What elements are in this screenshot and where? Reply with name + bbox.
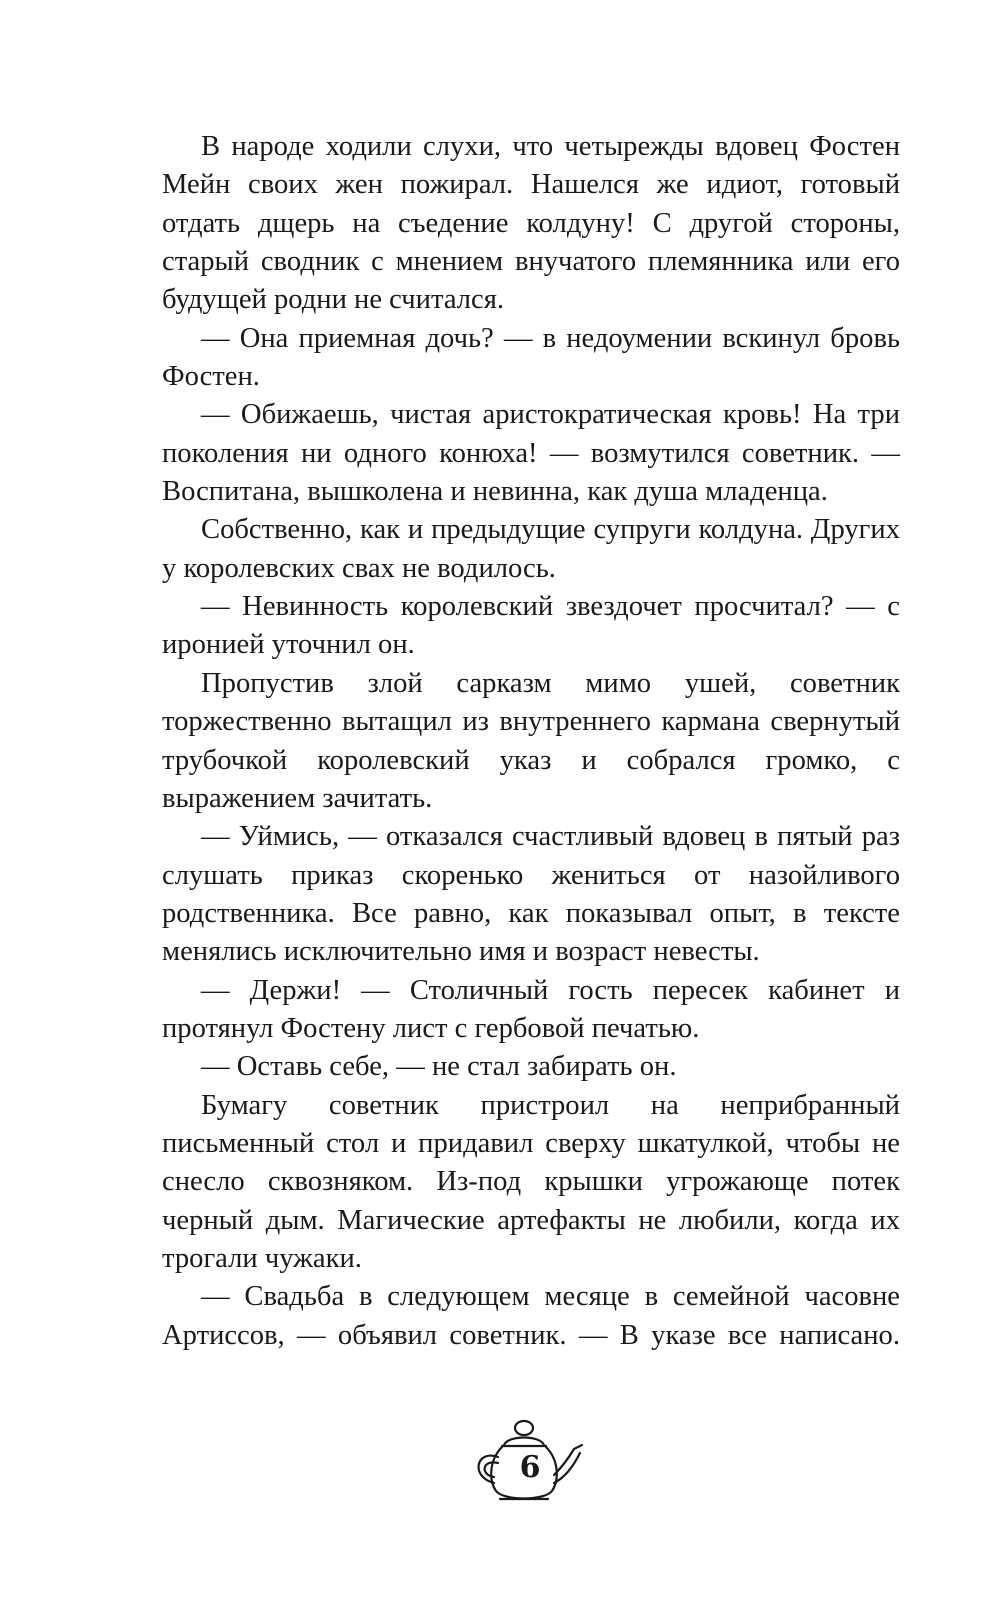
paragraph: — Она приемная дочь? — в недоумении вскинул бровь Фостен. [162,322,900,393]
paragraph: — Оставь себе, — не стал забирать он. [201,1051,677,1083]
paragraph: — Невинность королевский звездочет просчитал? — с иронией уточнил он. [162,591,900,661]
paragraph: Собственно, как и предыдущие супруги колдуна. Других у королевских свах не водилось. [162,514,900,584]
paragraph: — Держи! — Столичный гость пересек кабинет и протянул Фостену лист с гербовой печатью. [162,974,900,1044]
paragraph: Пропустив злой сарказм мимо ушей, советник торжественно вытащил из внутреннего кармана свернутый трубочкой королевский указ и собрался громко, с выражением зачитать. [162,667,900,814]
paragraph: Бумагу советник пристроил на неприбранный письменный стол и придавил сверху шкатулкой, чтобы не снесло сквозняком. Из-под крышки угрожающе потек черный дым. Магические артефакты не любили, когда их трогали чужаки. [162,1089,900,1274]
paragraph: — Обижаешь, чистая аристократическая кровь! На три поколения ни одного конюха! — возмутился советник. — Воспитана, вышколена и невинна, как душа младенца. [162,399,900,508]
body-text [162,128,900,1355]
page-folio [470,1419,590,1507]
paragraph: В народе ходили слухи, что четырежды вдовец Фостен Мейн своих жен пожирал. Нашелся же идиот, готовый отдать дщерь на съедение колдуну! С другой стороны, старый сводник с мнением внучатого племянника или его будущей родни не считался. [162,131,900,316]
page-number: 6 [519,1450,541,1485]
paragraph: — Уймись, — отказался счастливый вдовец в пятый раз слушать приказ скоренько жениться от назойливого родственника. Все равно, как показывал опыт, в тексте менялись исключительно имя и возраст невесты. [162,821,900,968]
paragraph: — Свадьба в следующем месяце в семейной часовне Артиссов, — объявил советник. — В указе все написано. [162,1281,900,1351]
